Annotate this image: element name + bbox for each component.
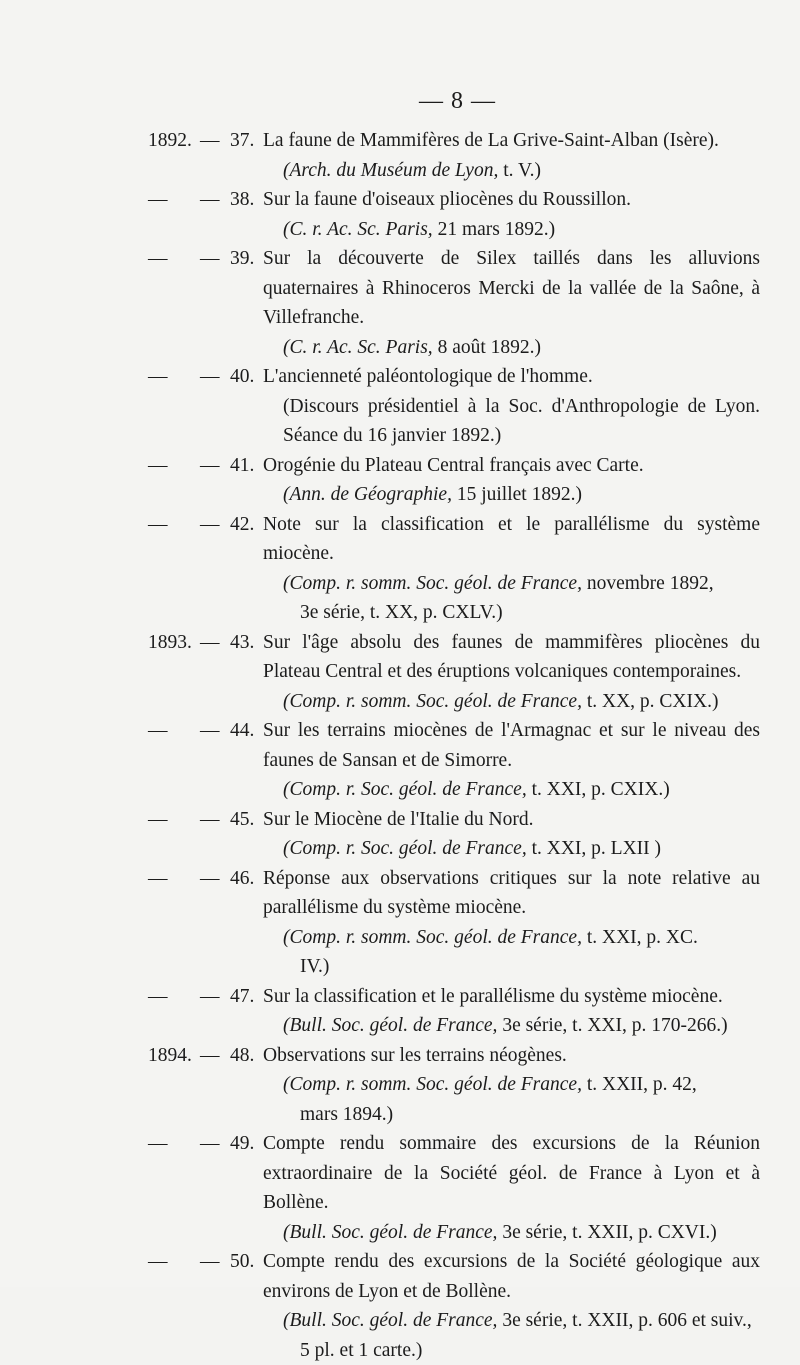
- entry-reference: [263, 1011, 760, 1041]
- reference-details: t. XXII, p. 42,: [587, 1074, 697, 1095]
- entry-year: —: [148, 982, 200, 1012]
- entry-number-column: [148, 805, 258, 835]
- entry-dash: —: [200, 451, 230, 481]
- page-number: — 8 —: [0, 88, 800, 115]
- reference-source: (Ann. de Géographie,: [283, 484, 452, 505]
- entry-dash: —: [200, 362, 230, 392]
- entry-title: Sur le Miocène de l'Italie du Nord.: [263, 805, 760, 835]
- entry-title: Note sur la classification et le parallélisme du système miocène.: [263, 510, 760, 569]
- entry-dash: —: [200, 864, 230, 894]
- entry-number-column: [148, 628, 258, 658]
- bibliography-entry: [0, 716, 800, 805]
- entry-year: —: [148, 1129, 200, 1159]
- entry-number: 49.: [230, 1133, 254, 1154]
- entry-title: L'ancienneté paléontologique de l'homme.: [263, 362, 760, 392]
- entry-number: 38.: [230, 189, 254, 210]
- entry-year: —: [148, 1247, 200, 1277]
- bibliography-entry: [0, 864, 800, 982]
- reference-continuation: 5 pl. et 1 carte.): [263, 1336, 760, 1365]
- reference-details: t. V.): [503, 160, 541, 181]
- entry-year: —: [148, 451, 200, 481]
- bibliography-entry: [0, 805, 800, 864]
- entry-dash: —: [200, 126, 230, 156]
- bibliography-entry: [0, 244, 800, 362]
- bibliography-entry: [0, 126, 800, 185]
- entry-number-column: [148, 451, 258, 481]
- entry-number: 39.: [230, 248, 254, 269]
- entry-number-column: [148, 982, 258, 1012]
- entry-number: 44.: [230, 720, 254, 741]
- entry-title: Sur la faune d'oiseaux pliocènes du Roussillon.: [263, 185, 760, 215]
- entry-dash: —: [200, 805, 230, 835]
- entry-number: 50.: [230, 1251, 254, 1272]
- entry-year: —: [148, 864, 200, 894]
- reference-source: (Bull. Soc. géol. de France,: [283, 1310, 497, 1331]
- reference-details: 3e série, t. XXI, p. 170-266.): [502, 1015, 727, 1036]
- entry-number-column: [148, 1247, 258, 1277]
- reference-source: (Bull. Soc. géol. de France,: [283, 1015, 497, 1036]
- entry-reference: [263, 687, 760, 717]
- entry-number: 48.: [230, 1045, 254, 1066]
- reference-source: (Comp. r. somm. Soc. géol. de France,: [283, 1074, 582, 1095]
- entry-year: 1894.: [148, 1041, 200, 1071]
- entry-year: —: [148, 716, 200, 746]
- entry-reference: [263, 480, 760, 510]
- reference-details: 3e série, t. XXII, p. 606 et suiv.,: [502, 1310, 751, 1331]
- entry-year: —: [148, 805, 200, 835]
- reference-source: (Comp. r. Soc. géol. de France,: [283, 779, 527, 800]
- entry-number: 45.: [230, 809, 254, 830]
- bibliography-entry: [0, 510, 800, 628]
- entry-year: —: [148, 244, 200, 274]
- reference-details: t. XXI, p. CXIX.): [532, 779, 670, 800]
- entry-title: Sur la classification et le parallélisme du système miocène.: [263, 982, 760, 1012]
- reference-source: (Comp. r. Soc. géol. de France,: [283, 838, 527, 859]
- entry-number-column: [148, 185, 258, 215]
- entry-reference: [263, 834, 760, 864]
- entry-number: 46.: [230, 868, 254, 889]
- entry-year: —: [148, 362, 200, 392]
- reference-source: (Arch. du Muséum de Lyon,: [283, 160, 498, 181]
- entry-year: —: [148, 510, 200, 540]
- reference-source: (Comp. r. somm. Soc. géol. de France,: [283, 927, 582, 948]
- entry-number-column: [148, 126, 258, 156]
- entry-number-column: [148, 1129, 258, 1159]
- entry-number-column: [148, 510, 258, 540]
- reference-continuation: IV.): [263, 952, 760, 982]
- entry-reference: [263, 775, 760, 805]
- entry-reference: [263, 333, 760, 363]
- entry-title: La faune de Mammifères de La Grive-Saint-Alban (Isère).: [263, 126, 760, 156]
- entry-reference: [263, 392, 760, 451]
- entry-dash: —: [200, 716, 230, 746]
- entry-number-column: [148, 244, 258, 274]
- entry-title: Sur la découverte de Silex taillés dans les alluvions quaternaires à Rhinoceros Mercki de la vallée de la Saône, à Villefranche.: [263, 244, 760, 333]
- reference-details: 3e série, t. XXII, p. CXVI.): [502, 1222, 716, 1243]
- reference-continuation: mars 1894.): [263, 1100, 760, 1130]
- entry-title: Observations sur les terrains néogènes.: [263, 1041, 760, 1071]
- reference-source: (Comp. r. somm. Soc. géol. de France,: [283, 573, 582, 594]
- reference-details: 21 mars 1892.): [438, 219, 556, 240]
- entry-reference: [263, 1070, 760, 1100]
- reference-details: t. XXI, p. XC.: [587, 927, 698, 948]
- entry-number-column: [148, 716, 258, 746]
- entry-title: Sur les terrains miocènes de l'Armagnac et sur le niveau des faunes de Sansan et de Simorre.: [263, 716, 760, 775]
- bibliography-entry: [0, 982, 800, 1041]
- bibliography-entry: [0, 362, 800, 451]
- reference-details: 8 août 1892.): [438, 337, 541, 358]
- entry-year: —: [148, 185, 200, 215]
- entry-dash: —: [200, 510, 230, 540]
- entry-title: Réponse aux observations critiques sur la note relative au parallélisme du système miocène.: [263, 864, 760, 923]
- entry-title: Compte rendu sommaire des excursions de la Réunion extraordinaire de la Société géol. de France à Lyon et à Bollène.: [263, 1129, 760, 1218]
- reference-details: (Discours présidentiel à la Soc. d'Anthropologie de Lyon. Séance du 16 janvier 1892.): [283, 396, 760, 447]
- bibliography-list: [0, 126, 800, 1365]
- entry-reference: [263, 215, 760, 245]
- bibliography-entry: [0, 1247, 800, 1365]
- entry-title: Orogénie du Plateau Central français avec Carte.: [263, 451, 760, 481]
- entry-number-column: [148, 864, 258, 894]
- reference-details: 15 juillet 1892.): [457, 484, 582, 505]
- entry-year: 1893.: [148, 628, 200, 658]
- entry-number-column: [148, 1041, 258, 1071]
- entry-dash: —: [200, 1041, 230, 1071]
- entry-number: 41.: [230, 455, 254, 476]
- entry-dash: —: [200, 185, 230, 215]
- entry-dash: —: [200, 1247, 230, 1277]
- entry-number: 37.: [230, 130, 254, 151]
- entry-dash: —: [200, 244, 230, 274]
- entry-number: 42.: [230, 514, 254, 535]
- entry-dash: —: [200, 628, 230, 658]
- entry-number: 47.: [230, 986, 254, 1007]
- reference-source: (Comp. r. somm. Soc. géol. de France,: [283, 691, 582, 712]
- entry-reference: [263, 1306, 760, 1336]
- reference-continuation: 3e série, t. XX, p. CXLV.): [263, 598, 760, 628]
- reference-source: (C. r. Ac. Sc. Paris,: [283, 219, 433, 240]
- entry-title: Sur l'âge absolu des faunes de mammifères pliocènes du Plateau Central et des éruptions volcaniques contemporaines.: [263, 628, 760, 687]
- entry-reference: [263, 1218, 760, 1248]
- reference-source: (Bull. Soc. géol. de France,: [283, 1222, 497, 1243]
- entry-number: 40.: [230, 366, 254, 387]
- entry-reference: [263, 156, 760, 186]
- bibliography-entry: [0, 628, 800, 717]
- reference-source: (C. r. Ac. Sc. Paris,: [283, 337, 433, 358]
- bibliography-entry: [0, 1129, 800, 1247]
- entry-number-column: [148, 362, 258, 392]
- reference-details: t. XX, p. CXIX.): [587, 691, 719, 712]
- entry-reference: [263, 923, 760, 953]
- entry-dash: —: [200, 1129, 230, 1159]
- entry-year: 1892.: [148, 126, 200, 156]
- entry-dash: —: [200, 982, 230, 1012]
- bibliography-entry: [0, 1041, 800, 1130]
- entry-reference: [263, 569, 760, 599]
- entry-title: Compte rendu des excursions de la Société géologique aux environs de Lyon et de Bollène.: [263, 1247, 760, 1306]
- entry-number: 43.: [230, 632, 254, 653]
- reference-details: t. XXI, p. LXII ): [532, 838, 661, 859]
- reference-details: novembre 1892,: [587, 573, 714, 594]
- bibliography-entry: [0, 185, 800, 244]
- bibliography-entry: [0, 451, 800, 510]
